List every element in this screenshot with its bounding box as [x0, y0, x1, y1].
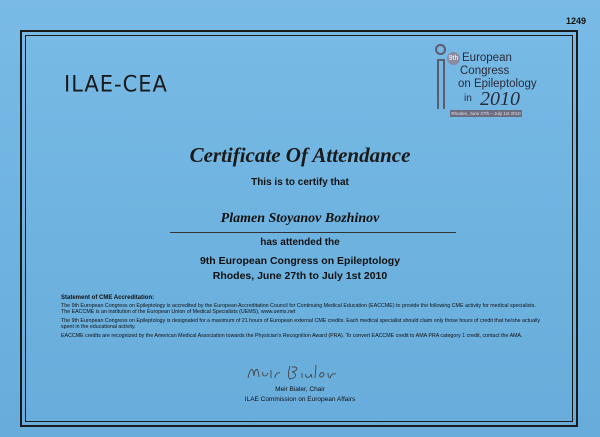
ilae-cea-logo: ILAE-CEA — [64, 71, 168, 97]
signatory-title: ILAE Commission on European Affairs — [244, 396, 356, 403]
logo-edition-badge: 9th — [447, 52, 460, 65]
logo-line-2: Congress — [460, 65, 510, 77]
certify-text: This is to certify that — [251, 177, 349, 188]
event-location-dates: Rhodes, June 27th to July 1st 2010 — [212, 270, 388, 282]
cme-heading: Statement of CME Accreditation: — [61, 295, 155, 301]
logo-dates-strip: Rhodes, June 27th – July 1st 2010 — [451, 111, 521, 116]
certificate-title: Certificate Of Attendance — [189, 143, 411, 167]
recipient-underline — [170, 232, 456, 233]
attended-text: has attended the — [260, 237, 340, 248]
logo-line-4: in — [464, 93, 472, 104]
cme-statement — [61, 295, 541, 341]
cme-paragraph-3: EACCME credits are recognized by the American Medical Association towards the Physician's Recognition Award (PRA). To convert EACCME credit to AMA PRA category 1 credit, contact the AMA. — [61, 332, 523, 339]
logo-line-3: on Epileptology — [458, 78, 537, 90]
logo-line-1: European — [462, 52, 512, 64]
cme-paragraph-1: The 9th European Congress on Epileptology is accredited by the European Accreditation Council for Continuing Medical Education (EACCME) to provide the following CME activity for medical specialists. The EACCME is an institution of the European Union of Medical Specialists (UEMS), www.uems.net — [61, 302, 536, 315]
page-number: 1249 — [565, 16, 586, 26]
recipient-name: Plamen Stoyanov Bozhinov — [220, 211, 380, 226]
logo-year: 2010 — [480, 88, 520, 110]
handwritten-signature — [244, 362, 354, 384]
congress-logo — [428, 44, 552, 124]
signatory-name: Meir Bialer, Chair — [275, 386, 325, 393]
event-name: 9th European Congress on Epileptology — [199, 255, 401, 267]
cme-paragraph-2: The 9th European Congress on Epileptology is designated for a maximum of 21 hours of European external CME credits. Each medical specialist should claim only those hours of credit that he/she actually spent in the educational activity. — [61, 317, 541, 330]
